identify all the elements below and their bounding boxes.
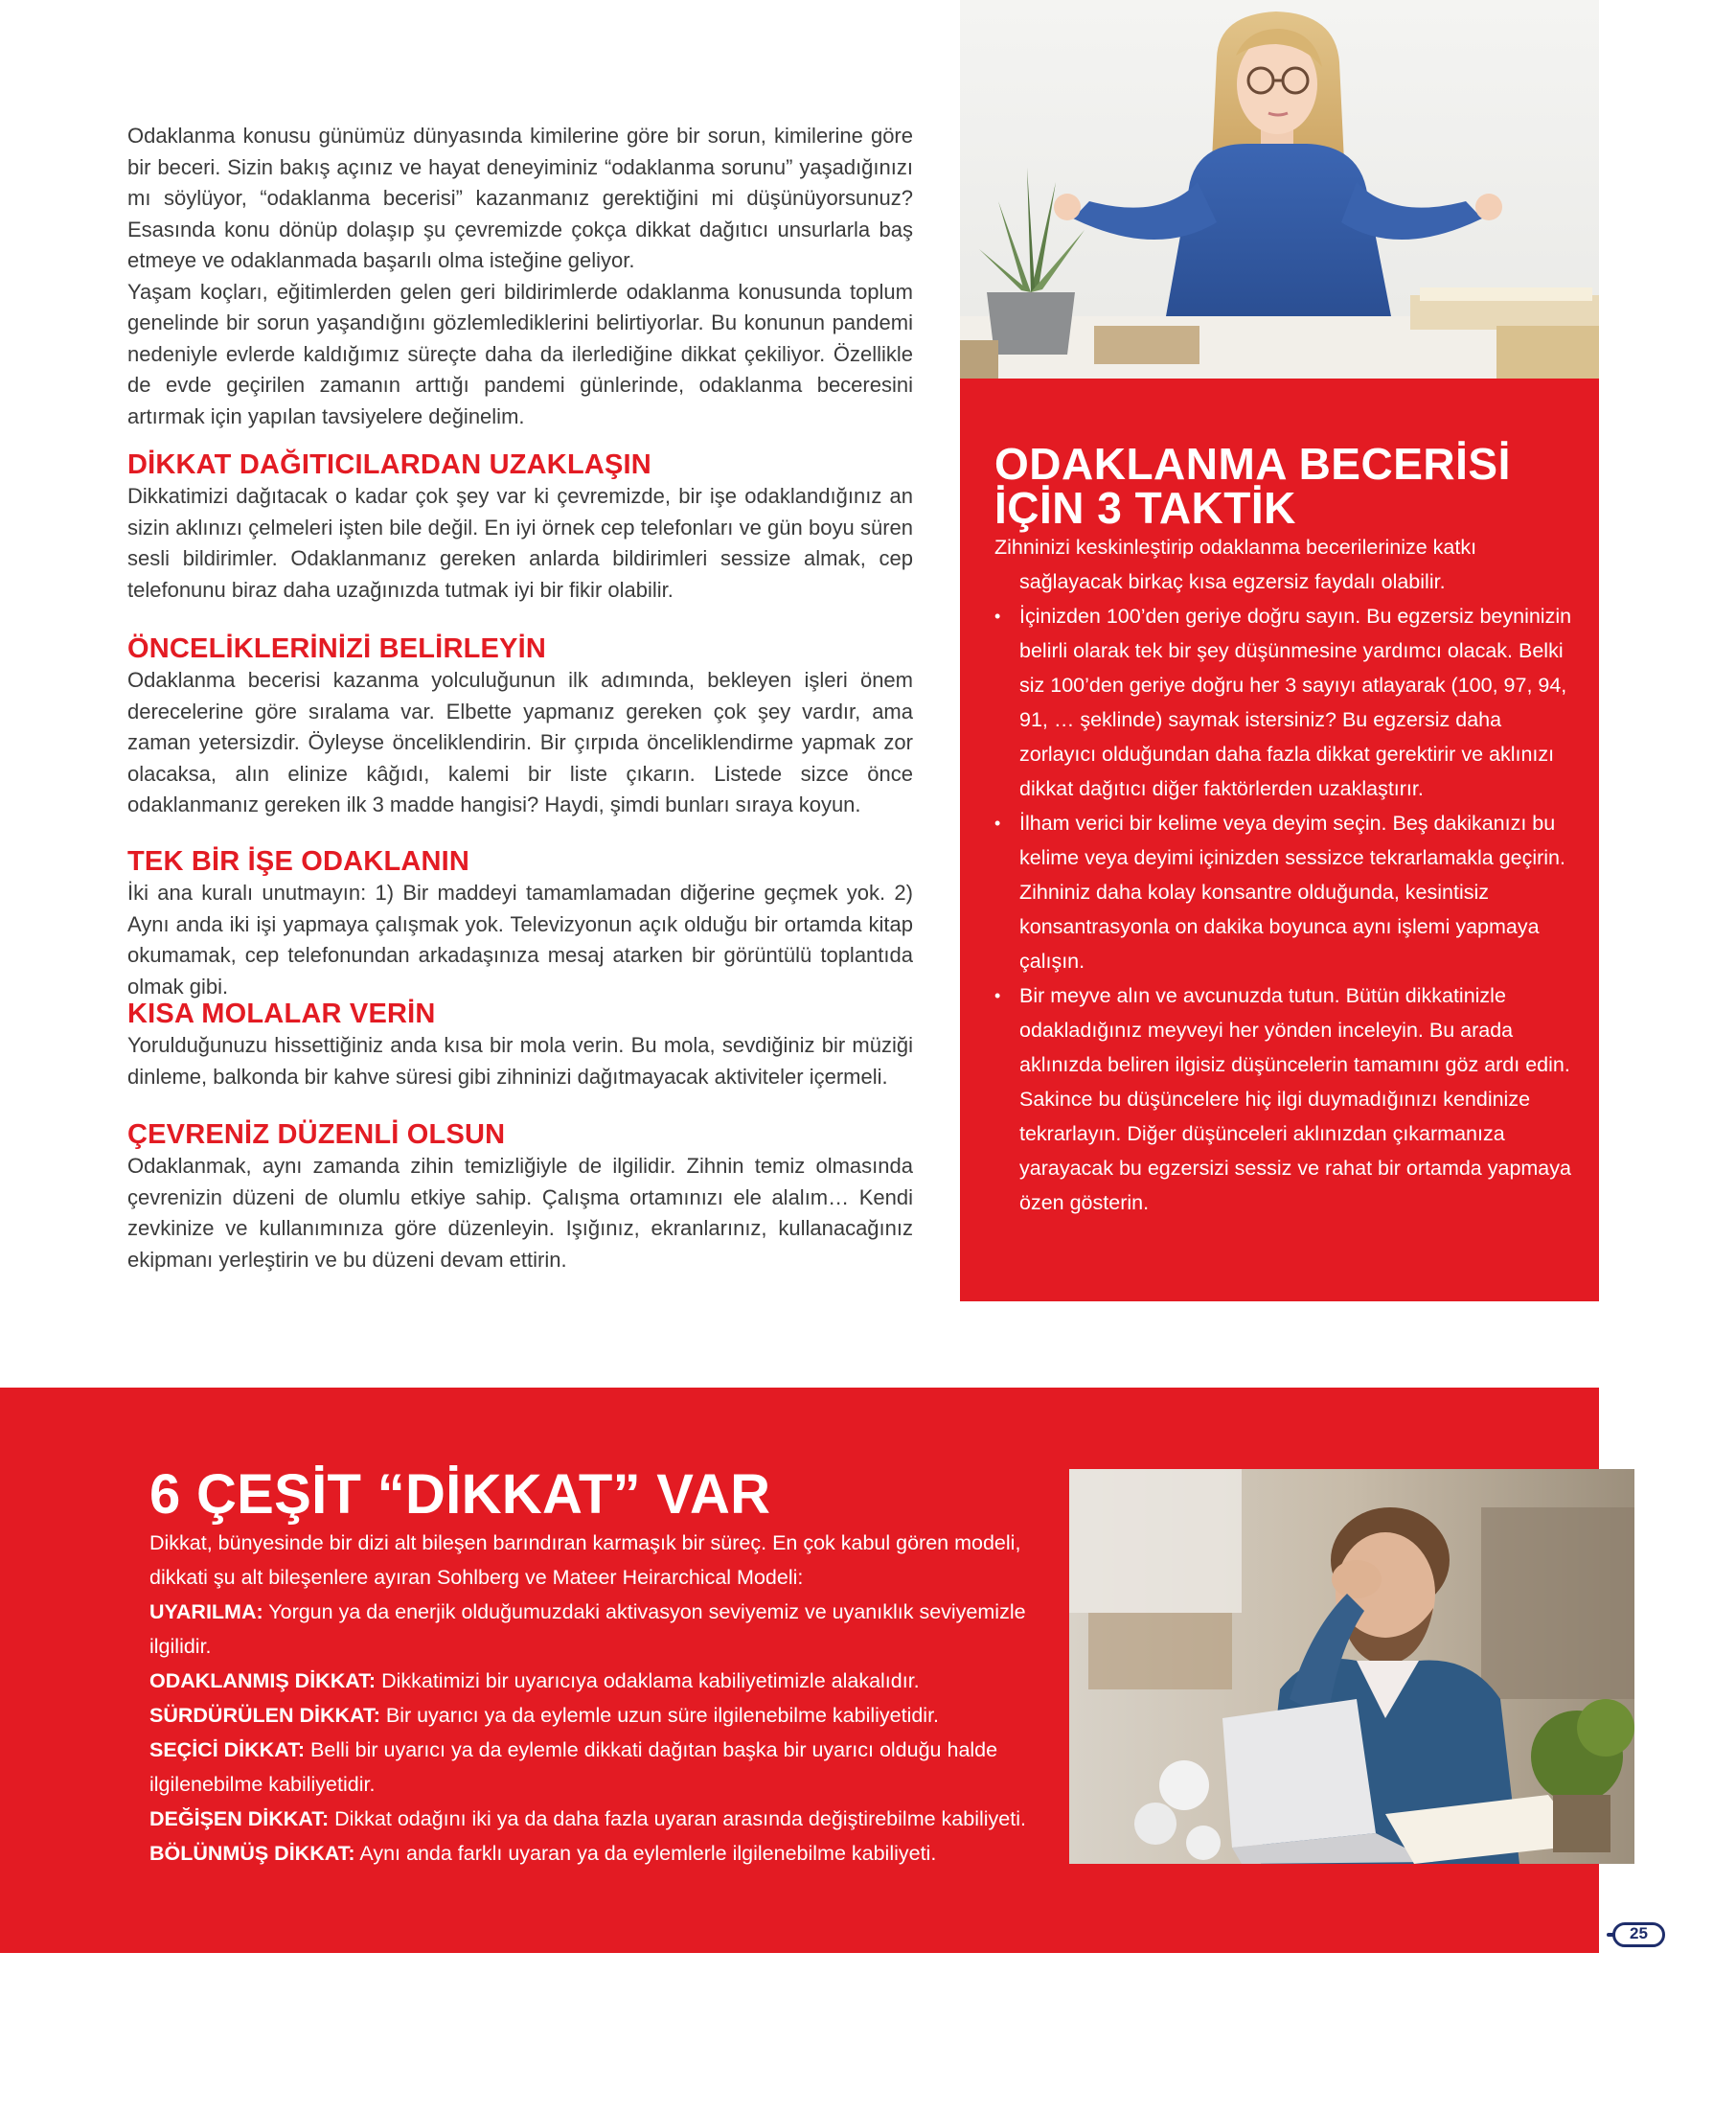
attention-type-term: SEÇİCİ DİKKAT: [149,1738,306,1761]
section-tidy-environment [127,1118,913,1275]
attention-type-desc: Belli bir uyarıcı ya da eylemle dikkati dağıtan başka bir uyarıcı olduğu halde ilgilenebilme kabiliyetidir. [149,1738,998,1796]
section-single-task [127,845,913,1002]
attention-type [149,1595,1040,1664]
attention-type-desc: Bir uyarıcı ya da eylemle uzun süre ilgilenebilme kabiliyetidir. [379,1704,940,1727]
tips-title-line-1: ODAKLANMA BECERİSİ [994,439,1511,489]
section-text: Odaklanma becerisi kazanma yolculuğunun ilk adımında, bekleyen işleri önem derecelerine göre sıralama var. Elbette yapmanız gereken çok şey vardır, ama zaman yetersizdir. Öyleyse önceliklendirin. Bir çırpıda önceliklendirme yapmak zor olacaksa, alın elinize kâğıdı, kalemi bir liste çıkarın. Listede sizce önce odaklanmanız gereken ilk 3 madde hangisi? Haydi, şimdi bunları sıraya koyun. [127,668,913,816]
attention-type-desc: Dikkatimizi bir uyarıcıya odaklama kabiliyetimizle alakalıdır. [376,1669,920,1692]
attention-type [149,1698,1040,1733]
attention-type [149,1733,1040,1802]
banner-intro: Dikkat, bünyesinde bir dizi alt bileşen barındıran karmaşık bir süreç. En çok kabul gören modeli, dikkati şu alt bileşenlere ayıran Sohlberg ve Mateer Heirarchical Modeli: [149,1531,1021,1589]
section-breaks [127,998,913,1092]
attention-type-desc: Aynı anda farklı uyaran ya da eylemlerle ilgilenebilme kabiliyeti. [354,1842,937,1865]
attention-type-term: DEĞİŞEN DİKKAT: [149,1807,330,1830]
attention-type-term: BÖLÜNMÜŞ DİKKAT: [149,1842,355,1865]
section-heading: ÖNCELİKLERİNİZİ BELİRLEYİN [127,633,546,664]
attention-type-term: UYARILMA: [149,1600,263,1623]
tip-item: • İçinizden 100’den geriye doğru sayın. Bu egzersiz beyninizin belirli olarak tek bir şey düşünmesine yardımcı olacak. Belki siz 100’den geriye doğru her 3 sayıyı atlayarak (100, 97, 94, 91, … şeklinde) saymak istersiniz? Bu egzersiz daha zorlayıcı olduğundan daha fazla dikkat gerektirir ve aklınızı dikkat dağıtıcı diğer faktörlerden uzaklaştırır. [994,599,1579,806]
tips-title-line-2: İÇİN 3 TAKTİK [994,483,1296,533]
intro-paragraph-1: Odaklanma konusu günümüz dünyasında kimilerine göre bir sorun, kimilerine göre bir beceri. Sizin bakış açınız ve hayat deneyiminiz “odaklanma sorunu” yaşadığınızı mı söylüyor, “odaklanma becerisi” kazanmanız gerektiğini mi düşünüyorsunuz? Esasında konu dönüp dolaşıp şu çevremizde çokça dikkat dağıtıcı unsurlarla baş etmeye ve odaklanmada başarılı olma isteğine geliyor. [127,124,913,272]
intro-paragraph-2: Yaşam koçları, eğitimlerden gelen geri bildirimlerde odaklanma konusunda toplum genelinde bir sorun yaşandığını gözlemlediklerini belirtiyorlar. Bu konunun pandemi nedeniyle evlerde kaldığımız süreçte daha da ilerlediğine dikkat çekiliyor. Özellikle de evde geçirilen zamanın arttığı pandemi günlerinde, odaklanma beceresini artırmak için yapılan tavsiyelere değinelim. [127,279,913,428]
section-text: İki ana kuralı unutmayın: 1) Bir maddeyi tamamlamadan diğerine geçmek yok. 2) Aynı anda iki işi yapmaya çalışmak yok. Televizyonun açık olduğu bir ortamda kitap okumamak, cep telefonundan arkadaşınıza mesaj atarken bir görüntülü toplantıda olmak gibi. [127,881,913,999]
meditating-woman-photo [960,0,1599,379]
page-number [1607,1920,1667,1949]
tired-man-photo [1069,1469,1634,1864]
section-heading: DİKKAT DAĞITICILARDAN UZAKLAŞIN [127,449,651,480]
attention-type-term: SÜRDÜRÜLEN DİKKAT: [149,1704,380,1727]
tip-item: • Bir meyve alın ve avcunuzda tutun. Bütün dikkatinizle odakladığınız meyveyi her yönden inceleyin. Bu arada aklınızda beliren ilgisiz düşüncelerin tamamını göz ardı edin. Sakince bu düşüncelere hiç ilgi duymadığınızı kendinize tekrarlayın. Diğer düşünceleri aklınızdan çıkarmanıza yarayacak bu egzersizi sessiz ve rahat bir ortamda yapmaya özen gösterin. [994,978,1579,1220]
section-text: Dikkatimizi dağıtacak o kadar çok şey var ki çevremizde, bir işe odaklandığınız an sizin aklınızı çelmeleri işten bile değil. En iyi örnek cep telefonları ve gün boyu süren sesli bildirimler. Odaklanmanız gereken anlarda bildirimleri sessize almak, cep telefonunu biraz daha uzağınızda tutmak iyi bir fikir olabilir. [127,484,913,602]
page-number-label: 25 [1630,1924,1648,1942]
attention-type [149,1664,1040,1698]
article [127,121,913,1272]
section-priorities [127,632,913,821]
tips-list [994,599,1579,1220]
attention-type [149,1802,1040,1836]
section-distractions [127,448,913,606]
attention-type [149,1836,1040,1871]
attention-type-desc: Dikkat odağını iki ya da daha fazla uyaran arasında değiştirebilme kabiliyeti. [329,1807,1026,1830]
tip-item: • İlham verici bir kelime veya deyim seçin. Beş dakikanızı bu kelime veya deyimi içinizden sessizce tekrarlamakla geçirin. Zihniniz daha kolay konsantre olduğunda, kesintisiz konsantrasyonla on dakika boyunca aynı işlemi yapmaya çalışın. [994,806,1579,978]
banner-body [149,1526,1040,1871]
tips-box [960,379,1599,1301]
tips-title [994,439,1569,533]
attention-type-desc: Yorgun ya da enerjik olduğumuzdaki aktivasyon seviyemiz ve uyanıklık seviyemizle ilgilidir. [149,1600,1026,1658]
tips-intro-line-2: sağlayacak birkaç kısa egzersiz faydalı olabilir. [1019,570,1446,593]
section-heading: KISA MOLALAR VERİN [127,999,436,1029]
section-heading: TEK BİR İŞE ODAKLANIN [127,846,470,877]
section-text: Odaklanmak, aynı zamanda zihin temizliğiyle de ilgilidir. Zihnin temiz olmasında çevrenizin düzeni de olumlu etkiye sahip. Çalışma ortamınızı ele alalım… Kendi zevkinize ve kullanımınıza göre düzenleyin. Işığınız, ekranlarınız, kullanacağınız ekipmanı yerleştirin ve bu düzeni devam ettirin. [127,1154,913,1272]
banner-title: 6 ÇEŞİT “DİKKAT” VAR [149,1463,771,1526]
tips-intro-line-1: Zihninizi keskinleştirip odaklanma becerilerinize katkı [994,536,1477,559]
section-heading: ÇEVRENİZ DÜZENLİ OLSUN [127,1119,506,1150]
attention-type-term: ODAKLANMIŞ DİKKAT: [149,1669,377,1692]
section-text: Yorulduğunuzu hissettiğiniz anda kısa bir mola verin. Bu mola, sevdiğiniz bir müziği dinleme, balkonda bir kahve süresi gibi zihninizi dağıtmayacak aktiviteler içermeli. [127,1033,913,1089]
tips-intro [994,530,1579,599]
